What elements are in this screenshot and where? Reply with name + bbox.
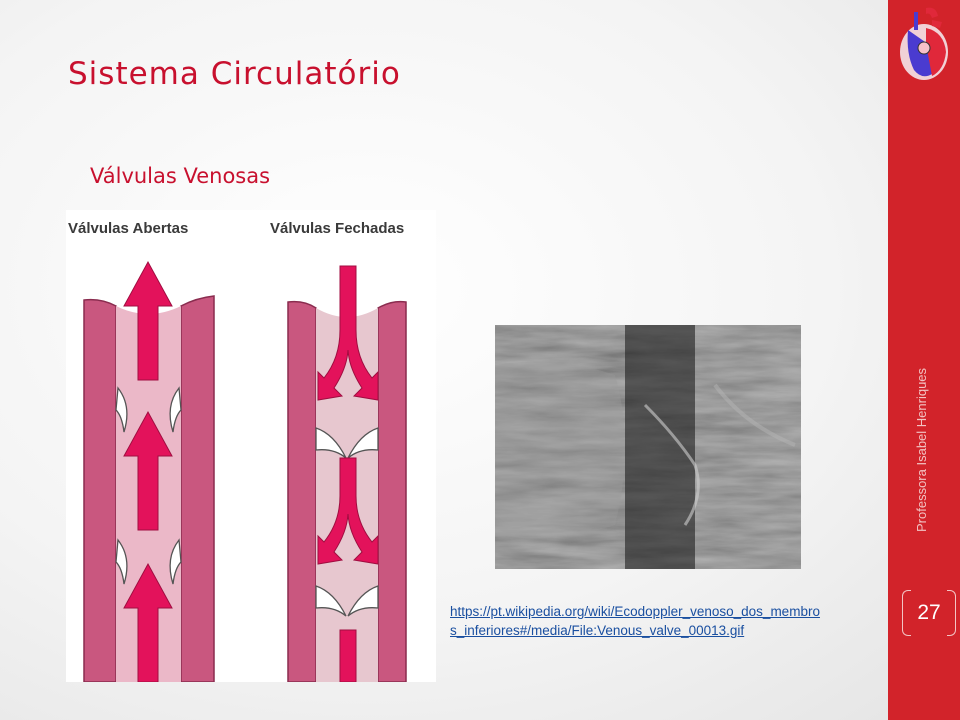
venous-valve-ultrasound-image xyxy=(495,325,801,569)
closed-vein xyxy=(288,266,406,682)
slide-subtitle: Válvulas Venosas xyxy=(90,164,271,188)
page-number-badge xyxy=(902,590,956,636)
source-link[interactable]: https://pt.wikipedia.org/wiki/Ecodoppler_venoso_dos_membros_inferiores#/media/File:Venous_valve_00013.gif xyxy=(450,604,820,638)
page-number: 27 xyxy=(917,601,941,624)
vein-drawing xyxy=(66,210,436,682)
author-credit: Professora Isabel Henriques xyxy=(914,367,929,532)
label-open-valves: Válvulas Abertas xyxy=(68,220,189,237)
open-vein xyxy=(84,262,214,682)
vein-valve-diagram xyxy=(66,210,436,682)
heart-icon xyxy=(892,4,956,84)
label-closed-valves: Válvulas Fechadas xyxy=(270,220,405,237)
slide-title: Sistema Circulatório xyxy=(68,56,401,92)
